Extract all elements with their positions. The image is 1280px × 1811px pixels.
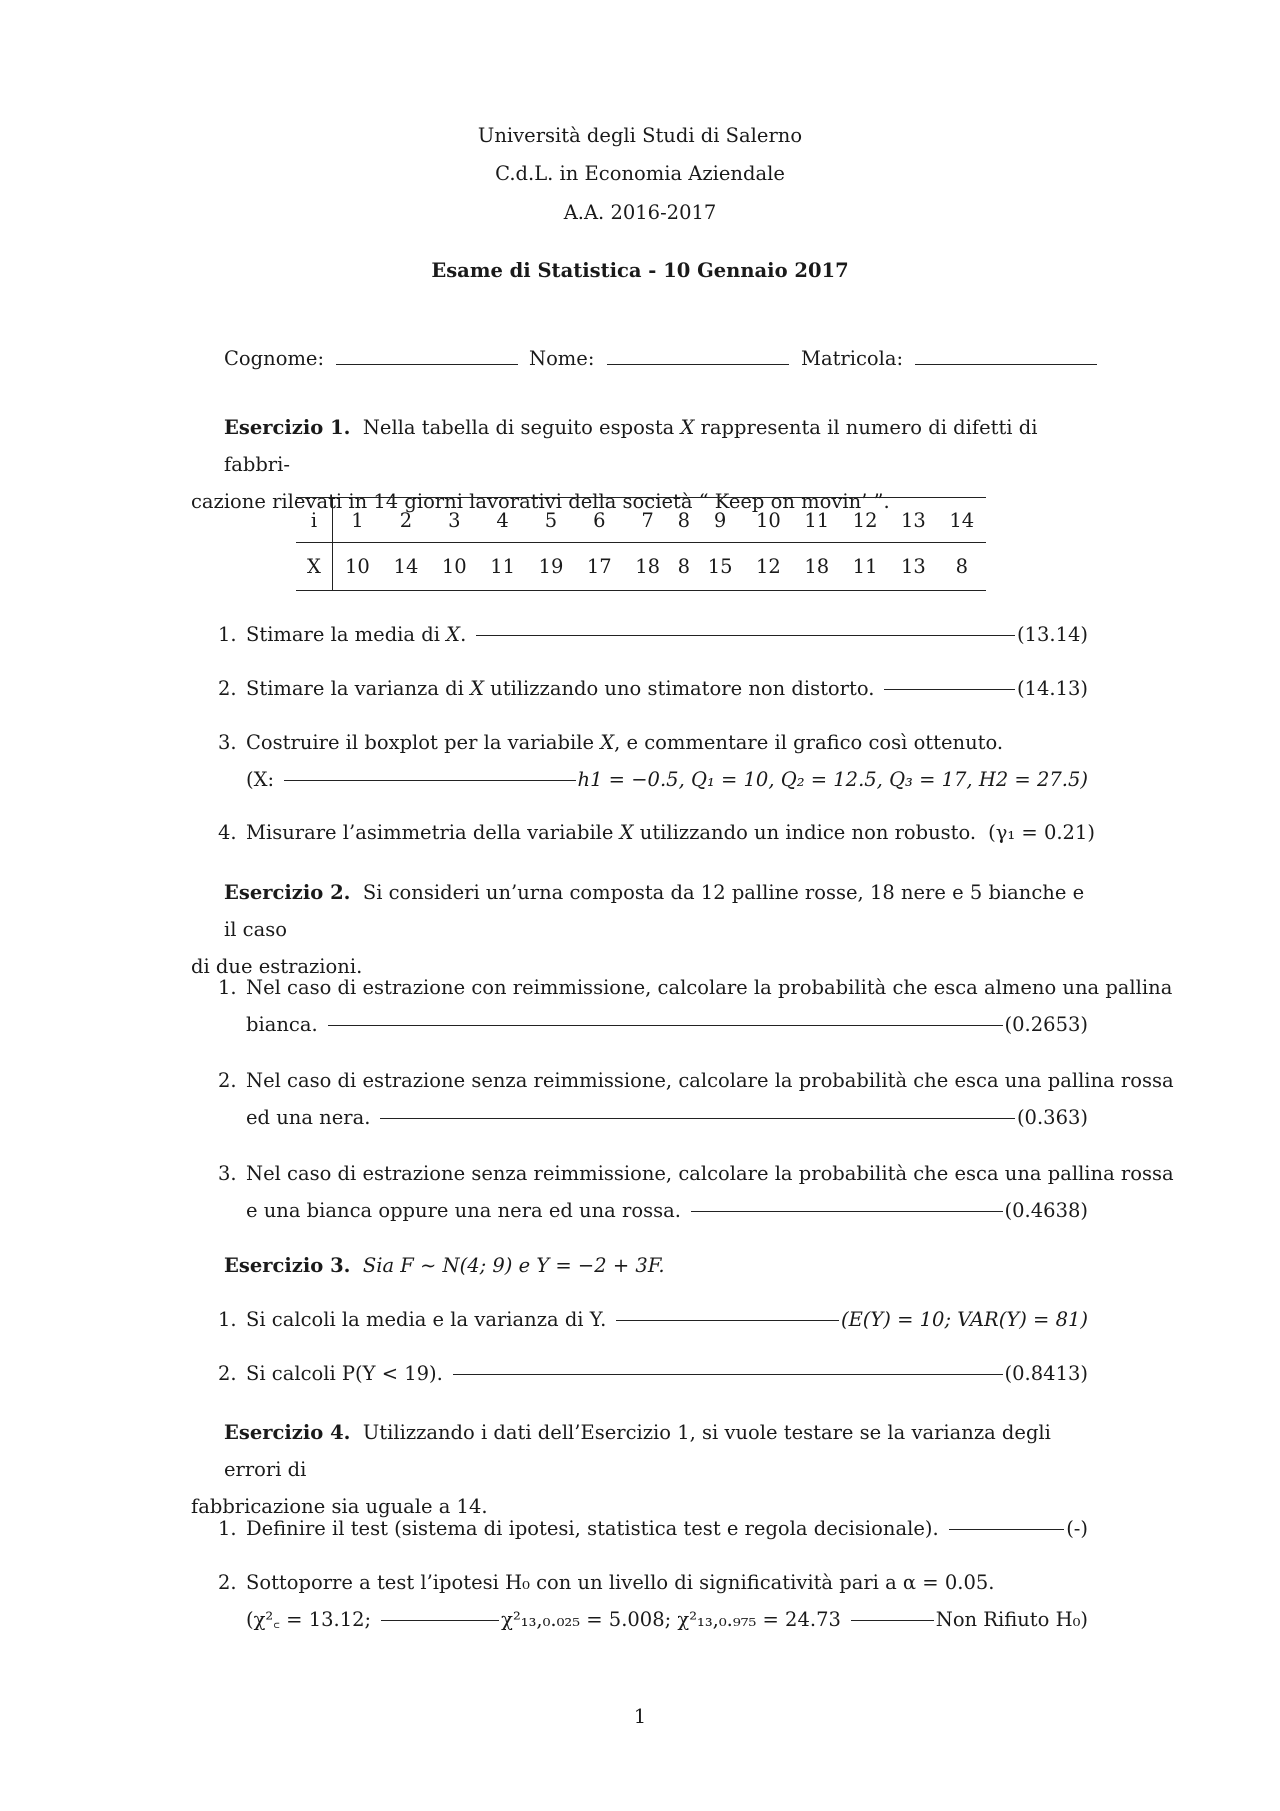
table-cell: 4 xyxy=(478,498,526,543)
exercise-4-text-b: fabbricazione sia uguale a 14. xyxy=(191,1495,488,1518)
table-cell: 19 xyxy=(527,543,575,591)
question-text: Costruire il boxplot per la variabile xyxy=(246,731,594,754)
question-text: , e commentare il grafico così ottenuto. xyxy=(614,731,1004,754)
exercise-4-text-a: Utilizzando i dati dell’Esercizio 1, si vuole testare se la varianza degli errori di xyxy=(224,1421,1051,1481)
question-number: 1. xyxy=(218,1308,237,1331)
question-number: 4. xyxy=(218,821,237,844)
exercise-2-text-b: di due estrazioni. xyxy=(191,955,363,978)
exercise-3-label: Esercizio 3. xyxy=(224,1254,351,1277)
exercise-1-var: X xyxy=(680,416,695,439)
table-cell: 9 xyxy=(696,498,744,543)
table-label-i: i xyxy=(296,498,333,543)
table-row-x xyxy=(296,543,986,591)
exercise-1-text-b: rappresenta il numero di difetti di fabbri- xyxy=(224,416,1038,476)
page-number: 1 xyxy=(633,1705,647,1728)
question-text: utilizzando un indice non robusto. xyxy=(639,821,977,844)
table-cell: 11 xyxy=(793,498,841,543)
question-number: 2. xyxy=(218,677,237,700)
question-text: ed una nera. xyxy=(246,1106,371,1129)
answer-value: (13.14) xyxy=(1016,623,1088,646)
answer-blank[interactable] xyxy=(328,1024,1003,1026)
answer-decision: Non Rifiuto H₀) xyxy=(935,1608,1088,1631)
exercise-4-intro xyxy=(191,1414,1088,1525)
table-cell: 11 xyxy=(841,543,889,591)
answer-value: (0.4638) xyxy=(1004,1199,1088,1222)
answer-open: (X: xyxy=(246,768,275,791)
question-number: 1. xyxy=(218,623,237,646)
question-punct: . xyxy=(460,623,467,646)
question-number: 2. xyxy=(218,1571,237,1594)
student-fields xyxy=(224,346,1088,376)
table-cell: 5 xyxy=(527,498,575,543)
answer-value: (-) xyxy=(1066,1517,1088,1540)
question-text: Definire il test (sistema di ipotesi, statistica test e regola decisionale). xyxy=(246,1517,939,1540)
surname-field[interactable] xyxy=(224,346,518,370)
table-cell: 17 xyxy=(575,543,623,591)
answer-blank[interactable] xyxy=(691,1210,1003,1212)
answer-blank[interactable] xyxy=(851,1619,934,1621)
table-cell: 10 xyxy=(744,498,792,543)
question-text: Nel caso di estrazione con reimmissione, calcolare la probabilità che esca almeno una pallina xyxy=(246,976,1173,999)
question-text: Sottoporre a test l’ipotesi H₀ con un livello di significatività pari a α = 0.05. xyxy=(246,1571,995,1594)
name-field[interactable] xyxy=(529,346,789,370)
answer-blank[interactable] xyxy=(380,1117,1015,1119)
student-id-label: Matricola: xyxy=(801,347,904,370)
exercise-3-intro xyxy=(191,1247,1088,1284)
table-cell: 15 xyxy=(696,543,744,591)
surname-label: Cognome: xyxy=(224,347,325,370)
exercise-3-text: Sia F ∼ N(4; 9) e Y = −2 + 3F. xyxy=(362,1254,665,1277)
table-cell: 8 xyxy=(938,543,986,591)
university-name: Università degli Studi di Salerno xyxy=(477,124,803,147)
question-text: Stimare la varianza di xyxy=(246,677,464,700)
question-var: X xyxy=(446,623,461,646)
course-name: C.d.L. in Economia Aziendale xyxy=(495,162,785,185)
question-var: X xyxy=(600,731,615,754)
answer-value: (14.13) xyxy=(1016,677,1088,700)
question-text: Si calcoli la media e la varianza di Y. xyxy=(246,1308,607,1331)
table-cell: 12 xyxy=(841,498,889,543)
answer-blank[interactable] xyxy=(476,634,1015,636)
table-cell: 18 xyxy=(793,543,841,591)
question-text: Nel caso di estrazione senza reimmissione, calcolare la probabilità che esca una pallina rossa xyxy=(246,1162,1174,1185)
exercise-1-text-c: cazione rilevati in 14 giorni lavorativi della società “ Keep on movin’ ”. xyxy=(191,490,890,513)
table-cell: 3 xyxy=(430,498,478,543)
exercise-1-label: Esercizio 1. xyxy=(224,416,351,439)
answer-value: h1 = −0.5, Q₁ = 10, Q₂ = 12.5, Q₃ = 17, H2 = 27.5) xyxy=(577,768,1088,791)
question-text: Si calcoli P(Y < 19). xyxy=(246,1362,443,1385)
data-table xyxy=(296,497,986,591)
question-text: Misurare l’asimmetria della variabile xyxy=(246,821,614,844)
exercise-2-label: Esercizio 2. xyxy=(224,881,351,904)
exercise-2-text-a: Si consideri un’urna composta da 12 palline rosse, 18 nere e 5 bianche e il caso xyxy=(224,881,1085,941)
question-number: 2. xyxy=(218,1069,237,1092)
table-cell: 10 xyxy=(333,543,382,591)
answer-value: (0.8413) xyxy=(1004,1362,1088,1385)
question-text: bianca. xyxy=(246,1013,318,1036)
surname-blank[interactable] xyxy=(336,346,518,365)
student-id-field[interactable] xyxy=(801,346,1097,370)
question-number: 3. xyxy=(218,731,237,754)
table-cell: 18 xyxy=(623,543,671,591)
question-number: 1. xyxy=(218,976,237,999)
question-number: 1. xyxy=(218,1517,237,1540)
answer-value: (0.363) xyxy=(1016,1106,1088,1129)
question-text: Nel caso di estrazione senza reimmissione, calcolare la probabilità che esca una pallina rossa xyxy=(246,1069,1174,1092)
exercise-1-text-a: Nella tabella di seguito esposta xyxy=(362,416,675,439)
answer-critical-values: χ²₁₃,₀.₀₂₅ = 5.008; χ²₁₃,₀.₉₇₅ = 24.73 xyxy=(501,1608,841,1631)
answer-value: (γ₁ = 0.21) xyxy=(988,821,1095,844)
student-id-blank[interactable] xyxy=(915,346,1097,365)
table-cell: 13 xyxy=(889,543,937,591)
table-cell: 11 xyxy=(478,543,526,591)
answer-blank[interactable] xyxy=(381,1619,499,1621)
answer-blank[interactable] xyxy=(284,779,575,781)
answer-blank[interactable] xyxy=(453,1373,1003,1375)
name-label: Nome: xyxy=(529,347,595,370)
table-cell: 14 xyxy=(938,498,986,543)
name-blank[interactable] xyxy=(607,346,789,365)
table-label-x: X xyxy=(296,543,333,591)
table-cell: 12 xyxy=(744,543,792,591)
question-text: e una bianca oppure una nera ed una rossa. xyxy=(246,1199,681,1222)
table-cell: 14 xyxy=(382,543,430,591)
table-cell: 7 xyxy=(623,498,671,543)
academic-year: A.A. 2016-2017 xyxy=(563,201,717,224)
answer-blank[interactable] xyxy=(949,1528,1065,1530)
answer-blank[interactable] xyxy=(616,1319,839,1321)
table-row-index xyxy=(296,498,986,543)
table-cell: 8 xyxy=(672,543,696,591)
answer-blank[interactable] xyxy=(884,688,1015,690)
table-cell: 6 xyxy=(575,498,623,543)
question-number: 2. xyxy=(218,1362,237,1385)
exercise-4-label: Esercizio 4. xyxy=(224,1421,351,1444)
answer-value: (E(Y) = 10; VAR(Y) = 81) xyxy=(840,1308,1088,1331)
question-text: Stimare la media di xyxy=(246,623,440,646)
table-cell: 1 xyxy=(333,498,382,543)
table-cell: 10 xyxy=(430,543,478,591)
question-var: X xyxy=(619,821,634,844)
question-var: X xyxy=(470,677,484,700)
answer-chi-stat: (χ²꜀ = 13.12; xyxy=(246,1608,372,1631)
answer-value: (0.2653) xyxy=(1004,1013,1088,1036)
question-text: utilizzando uno stimatore non distorto. xyxy=(490,677,875,700)
table-cell: 13 xyxy=(889,498,937,543)
exam-title: Esame di Statistica - 10 Gennaio 2017 xyxy=(431,259,849,282)
table-cell: 8 xyxy=(672,498,696,543)
question-number: 3. xyxy=(218,1162,237,1185)
table-cell: 2 xyxy=(382,498,430,543)
